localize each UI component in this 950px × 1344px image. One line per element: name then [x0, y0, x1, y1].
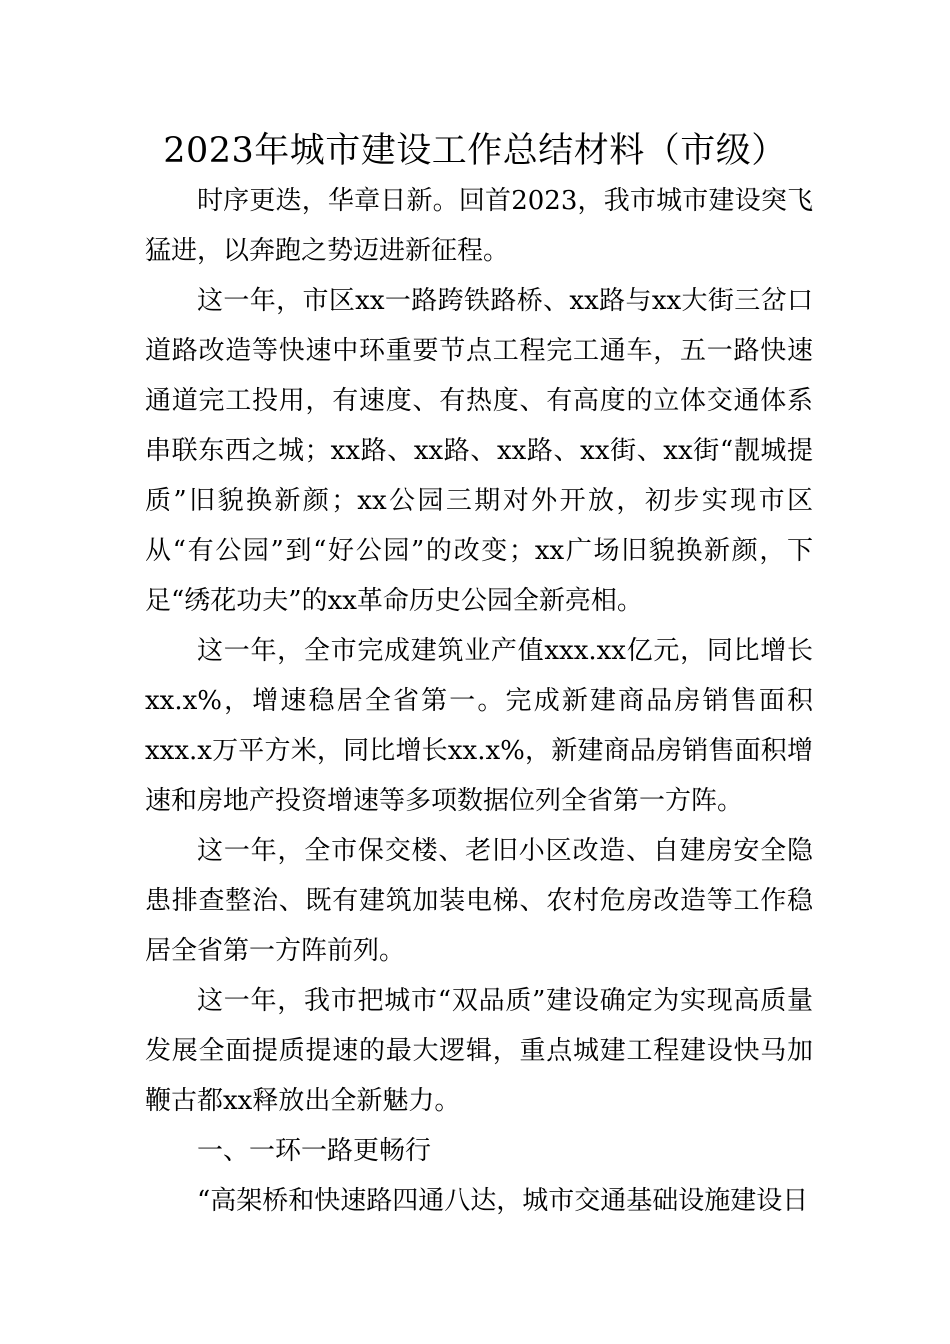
- paragraph-housing-renovation: 这一年，全市保交楼、老旧小区改造、自建房安全隐患排查整治、既有建筑加装电梯、农村危房改造等工作稳居全省第一方阵前列。: [145, 836, 813, 966]
- paragraph-section-1-start: “高架桥和快速路四通八达，城市交通基础设施建设日: [197, 1186, 809, 1216]
- paragraph-intro: 时序更迭，华章日新。回首2023，我市城市建设突飞猛进，以奔跑之势迈进新征程。: [145, 186, 813, 266]
- section-heading-1: 一、一环一路更畅行: [197, 1136, 432, 1166]
- paragraph-dual-quality: 这一年，我市把城市“双品质”建设确定为实现高质量发展全面提质提速的最大逻辑，重点城建工程建设快马加鞭古都xx释放出全新魅力。: [145, 986, 813, 1116]
- document-title: 2023年城市建设工作总结材料（市级）: [163, 131, 787, 171]
- document-body: [145, 176, 813, 1226]
- paragraph-construction-output: 这一年，全市完成建筑业产值xxx.xx亿元，同比增长xx.x%，增速稳居全省第一。完成新建商品房销售面积xxx.x万平方米，同比增长xx.x%，新建商品房销售面积增速和房地产投资增速等多项数据位列全省第一方阵。: [145, 636, 813, 816]
- paragraph-transport: 这一年，市区xx一路跨铁路桥、xx路与xx大街三岔口道路改造等快速中环重要节点工程完工通车，五一路快速通道完工投用，有速度、有热度、有高度的立体交通体系串联东西之城；xx路、xx路、xx路、xx街、xx街“靓城提质”旧貌换新颜；xx公园三期对外开放，初步实现市区从“有公园”到“好公园”的改变；xx广场旧貌换新颜，下足“绣花功夫”的xx革命历史公园全新亮相。: [145, 286, 813, 616]
